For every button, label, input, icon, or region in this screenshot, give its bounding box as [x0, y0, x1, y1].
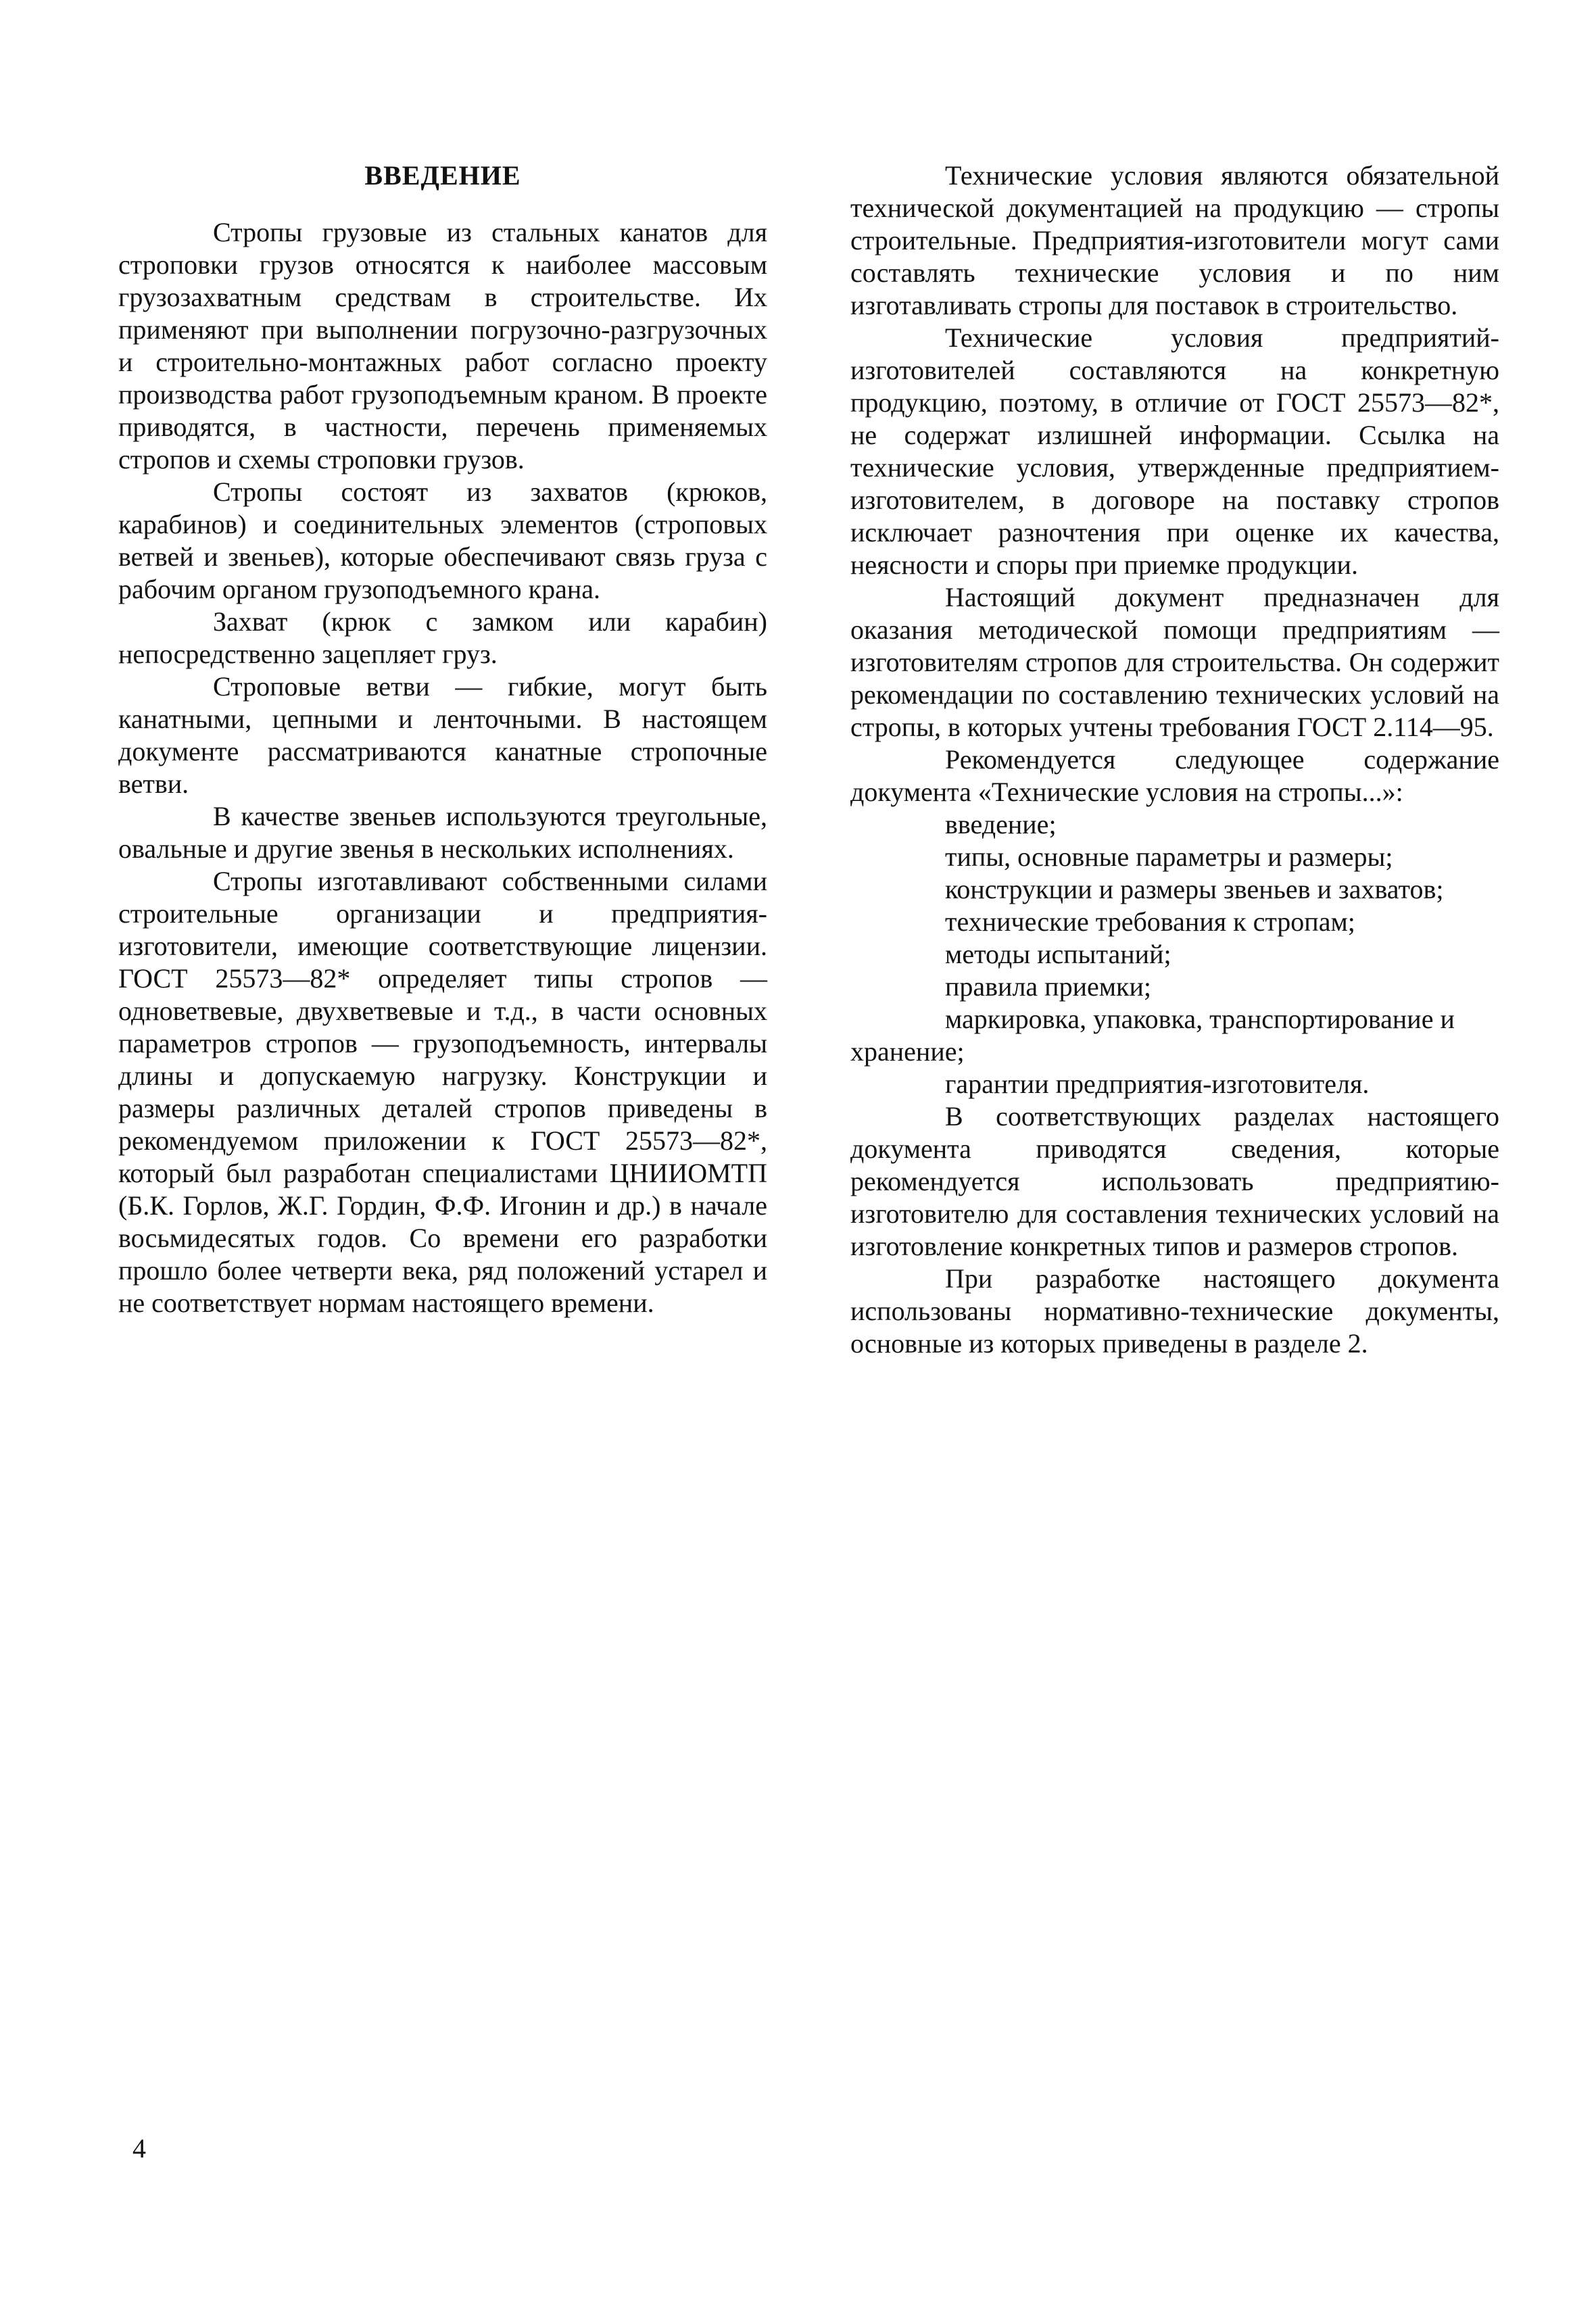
contents-list-item: введение;	[945, 809, 1057, 839]
right-paragraph-1: Технические условия являются обязательной технической документацией на продукцию — стропы строительные. Предприятия-изготовители могут сами составлять технические условия и по ним изготавливать стропы для поставок в строительство.	[850, 160, 1499, 320]
left-paragraph-6: Стропы изготавливают собственными силами строительные организации и предприятия-изготовители, имеющие соответствующие лицензии. ГОСТ 25573—82* определяет типы стропов — одноветвевые, двухветвевые и т.д., в части основных параметров стропов — грузоподъемность, интервалы длины и допускаемую нагрузку. Конструкции и размеры различных деталей стропов приведены в рекомендуемом приложении к ГОСТ 25573—82*, который был разработан специалистами ЦНИИОМТП (Б.К. Горлов, Ж.Г. Гордин, Ф.Ф. Игонин и др.) в начале восьмидесятых годов. Со времени его разработки прошло более четверти века, ряд положений устарел и не соответствует нормам настоящего времени.	[118, 866, 767, 1318]
left-paragraph-2: Стропы состоят из захватов (крюков, карабинов) и соединительных элементов (строповых ветвей и звеньев), которые обеспечивают связь груза с рабочим органом грузоподъемного крана.	[118, 477, 767, 604]
right-column	[850, 160, 1499, 1360]
contents-list-item: технические требования к стропам;	[945, 906, 1355, 937]
right-paragraph-5: В соответствующих разделах настоящего документа приводятся сведения, которые рекомендуется использовать предприятию-изготовителю для составления технических условий на изготовление конкретных типов и размеров стропов.	[850, 1101, 1499, 1261]
contents-list-item: конструкции и размеры звеньев и захватов;	[945, 874, 1444, 904]
right-paragraph-3: Настоящий документ предназначен для оказания методической помощи предприятиям — изготовителям стропов для строительства. Он содержит рекомендации по составлению технических условий на стропы, в которых учтены требования ГОСТ 2.114—95.	[850, 582, 1499, 742]
right-paragraph-6: При разработке настоящего документа использованы нормативно-технические документы, основные из которых приведены в разделе 2.	[850, 1263, 1499, 1359]
right-paragraph-2: Технические условия предприятий-изготовителей составляются на конкретную продукцию, поэтому, в отличие от ГОСТ 25573—82*, не содержат излишней информации. Ссылка на технические условия, утвержденные предприятием-изготовителем, в договоре на поставку стропов исключает разночтения при оценке их качества, неясности и споры при приемке продукции.	[850, 322, 1499, 580]
contents-list	[850, 808, 1499, 1100]
contents-list-item: гарантии предприятия-изготовителя.	[945, 1069, 1370, 1099]
left-paragraph-3: Захват (крюк с замком или карабин) непосредственно зацепляет груз.	[118, 606, 767, 669]
left-paragraph-4: Строповые ветви — гибкие, могут быть канатными, цепными и ленточными. В настоящем документе рассматриваются канатные стропочные ветви.	[118, 671, 767, 799]
contents-list-item: типы, основные параметры и размеры;	[945, 842, 1393, 872]
right-paragraph-4: Рекомендуется следующее содержание документа «Технические условия на стропы...»:	[850, 744, 1499, 807]
contents-list-item: правила приемки;	[945, 971, 1151, 1002]
section-heading: ВВЕДЕНИЕ	[364, 160, 521, 191]
contents-list-item: маркировка, упаковка, транспортирование и хранение;	[850, 1004, 1455, 1067]
contents-list-item: методы испытаний;	[945, 939, 1171, 969]
page-number: 4	[132, 2133, 146, 2164]
left-column	[118, 160, 767, 1319]
left-paragraph-5: В качестве звеньев используются треугольные, овальные и другие звенья в нескольких исполнениях.	[118, 801, 767, 864]
left-paragraph-1: Стропы грузовые из стальных канатов для строповки грузов относятся к наиболее массовым грузозахватным средствам в строительстве. Их применяют при выполнении погрузочно-разгрузочных и строительно-монтажных работ согласно проекту производства работ грузоподъемным краном. В проекте приводятся, в частности, перечень применяемых стропов и схемы строповки грузов.	[118, 217, 767, 474]
